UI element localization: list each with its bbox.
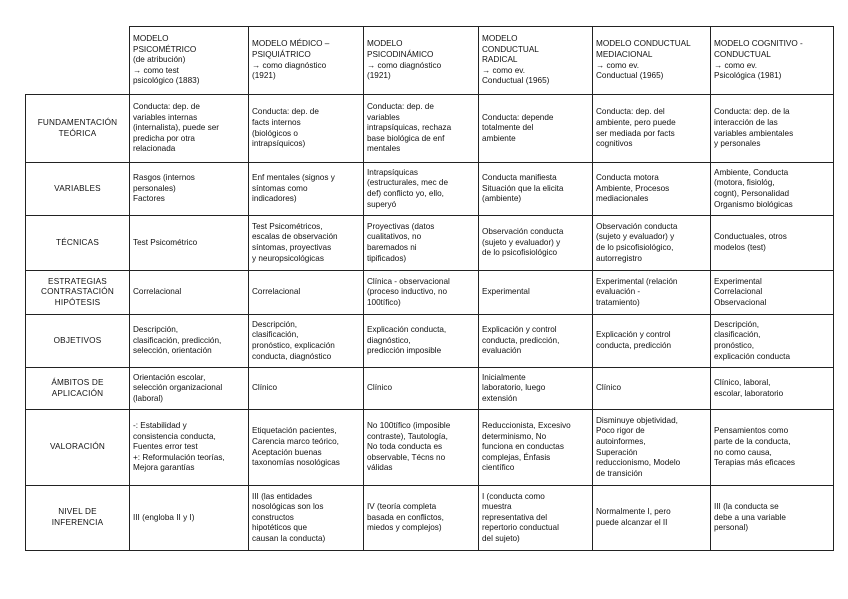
- table-cell: Clínico, laboral, escolar, laboratorio: [711, 368, 834, 410]
- table-cell: Descripción, clasificación, predicción, selección, orientación: [130, 315, 249, 368]
- row-label: NIVEL DE INFERENCIA: [26, 486, 130, 551]
- table-cell: Test Psicométricos, escalas de observación síntomas, proyectivas y neuropsicológicas: [249, 216, 364, 271]
- header-psicodinamico: MODELO PSICODINÁMICO → como diagnóstico (1921): [364, 27, 479, 95]
- table-cell: Clínico: [593, 368, 711, 410]
- header-conductual-mediacional: MODELO CONDUCTUAL MEDIACIONAL → como ev. Conductual (1965): [593, 27, 711, 95]
- corner-cell: [26, 27, 130, 95]
- table-cell: III (la conducta se debe a una variable personal): [711, 486, 834, 551]
- table-cell: Clínica - observacional (proceso inductivo, no 100tífico): [364, 271, 479, 315]
- row-label: VALORACIÓN: [26, 410, 130, 486]
- table-cell: Etiquetación pacientes, Carencia marco teórico, Aceptación buenas taxonomías nosológicas: [249, 410, 364, 486]
- table-cell: Experimental (relación evaluación - tratamiento): [593, 271, 711, 315]
- table-row: [26, 271, 834, 315]
- table-cell: Conducta: depende totalmente del ambiente: [479, 95, 593, 163]
- table-cell: Enf mentales (signos y síntomas como indicadores): [249, 163, 364, 216]
- table-row: [26, 216, 834, 271]
- table-cell: Reduccionista, Excesivo determinismo, No funciona en conductas complejas, Énfasis científico: [479, 410, 593, 486]
- table-cell: Conducta: dep. de variables intrapsíquicas, rechaza base biológica de enf mentales: [364, 95, 479, 163]
- table-cell: Rasgos (internos personales) Factores: [130, 163, 249, 216]
- models-comparison-table: [25, 26, 834, 551]
- table-cell: Experimental Correlacional Observacional: [711, 271, 834, 315]
- header-conductual-radical: MODELO CONDUCTUAL RADICAL → como ev. Conductual (1965): [479, 27, 593, 95]
- table-cell: Conducta motora Ambiente, Procesos mediacionales: [593, 163, 711, 216]
- table-cell: Explicación y control conducta, predicción: [593, 315, 711, 368]
- header-psicometrico: MODELO PSICOMÉTRICO (de atribución) → como test psicológico (1883): [130, 27, 249, 95]
- table-cell: IV (teoría completa basada en conflictos, miedos y complejos): [364, 486, 479, 551]
- table-cell: Proyectivas (datos cualitativos, no baremados ni tipificados): [364, 216, 479, 271]
- header-row: [26, 27, 834, 95]
- header-medico-psiquiatrico: MODELO MÉDICO – PSIQUIÁTRICO → como diagnóstico (1921): [249, 27, 364, 95]
- table-cell: Conducta: dep. de variables internas (internalista), puede ser predicha por otra relacionada: [130, 95, 249, 163]
- table-cell: No 100tífico (imposible contraste), Tautología, No toda conducta es observable, Técns no válidas: [364, 410, 479, 486]
- table-cell: Clínico: [249, 368, 364, 410]
- table-cell: Observación conducta (sujeto y evaluador) y de lo psicofisiológico, autorregistro: [593, 216, 711, 271]
- row-label: FUNDAMENTACIÓN TEÓRICA: [26, 95, 130, 163]
- table-cell: Normalmente I, pero puede alcanzar el II: [593, 486, 711, 551]
- table-cell: III (las entidades nosológicas son los constructos hipotéticos que causan la conducta): [249, 486, 364, 551]
- table-cell: Intrapsíquicas (estructurales, mec de def) conflicto yo, ello, superyó: [364, 163, 479, 216]
- table-cell: Explicación conducta, diagnóstico, predicción imposible: [364, 315, 479, 368]
- table-cell: Observación conducta (sujeto y evaluador) y de lo psicofisiológico: [479, 216, 593, 271]
- table-cell: Explicación y control conducta, predicción, evaluación: [479, 315, 593, 368]
- table-cell: Disminuye objetividad, Poco rigor de autoinformes, Superación reduccionismo, Modelo de transición: [593, 410, 711, 486]
- table-cell: Inicialmente laboratorio, luego extensión: [479, 368, 593, 410]
- row-label: VARIABLES: [26, 163, 130, 216]
- table-cell: Ambiente, Conducta (motora, fisiológ, cognt), Personalidad Organismo biológicas: [711, 163, 834, 216]
- table-cell: I (conducta como muestra representativa del repertorio conductual del sujeto): [479, 486, 593, 551]
- table-cell: -: Estabilidad y consistencia conducta, Fuentes error test +: Reformulación teorías, Mejora garantías: [130, 410, 249, 486]
- table-cell: Orientación escolar, selección organizacional (laboral): [130, 368, 249, 410]
- row-label: ESTRATEGIAS CONTRASTACIÓN HIPÓTESIS: [26, 271, 130, 315]
- table-cell: Clínico: [364, 368, 479, 410]
- table-cell: III (engloba II y I): [130, 486, 249, 551]
- table-cell: Pensamientos como parte de la conducta, no como causa, Terapias más eficaces: [711, 410, 834, 486]
- row-label: OBJETIVOS: [26, 315, 130, 368]
- table-cell: Test Psicométrico: [130, 216, 249, 271]
- table-row: [26, 368, 834, 410]
- row-label: ÁMBITOS DE APLICACIÓN: [26, 368, 130, 410]
- table-row: [26, 410, 834, 486]
- table-cell: Correlacional: [249, 271, 364, 315]
- table-cell: Experimental: [479, 271, 593, 315]
- row-label: TÉCNICAS: [26, 216, 130, 271]
- table-row: [26, 163, 834, 216]
- table-cell: Conducta: dep. de facts internos (biológicos o intrapsíquicos): [249, 95, 364, 163]
- header-cognitivo-conductual: MODELO COGNITIVO - CONDUCTUAL → como ev. Psicológica (1981): [711, 27, 834, 95]
- table-cell: Conducta: dep. del ambiente, pero puede ser mediada por facts cognitivos: [593, 95, 711, 163]
- table-row: [26, 486, 834, 551]
- table-cell: Conducta: dep. de la interacción de las variables ambientales y personales: [711, 95, 834, 163]
- table-cell: Correlacional: [130, 271, 249, 315]
- table-row: [26, 95, 834, 163]
- table-cell: Conducta manifiesta Situación que la elicita (ambiente): [479, 163, 593, 216]
- table-cell: Conductuales, otros modelos (test): [711, 216, 834, 271]
- table-cell: Descripción, clasificación, pronóstico, explicación conducta: [711, 315, 834, 368]
- table-row: [26, 315, 834, 368]
- table-cell: Descripción, clasificación, pronóstico, explicación conducta, diagnóstico: [249, 315, 364, 368]
